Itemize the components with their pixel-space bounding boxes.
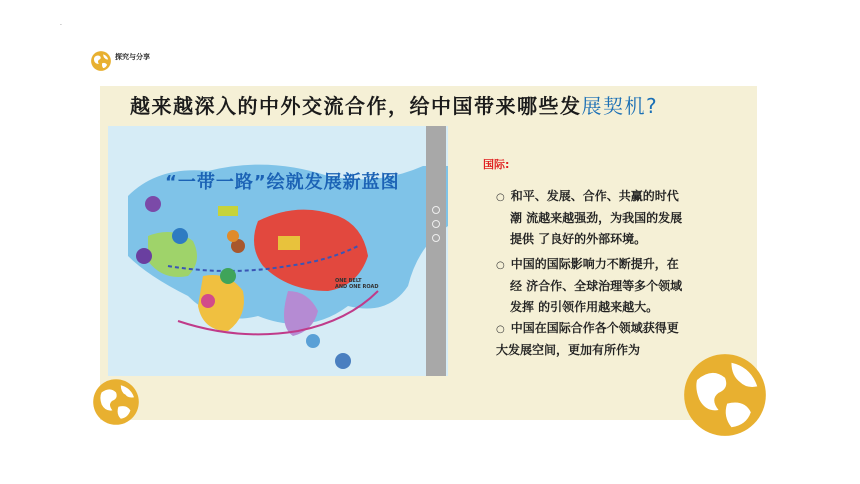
globe-icon [682, 352, 768, 438]
belt-road-map [108, 126, 448, 376]
bullet-line: 提供 了良好的外部环境。 [510, 232, 647, 246]
bullet-line [496, 186, 682, 208]
bullet-marker: ○ [496, 324, 505, 335]
bullet-text: 中国在国际合作各个领域获得更 [510, 321, 679, 335]
bullet-item [496, 186, 682, 250]
map-obor-line-2: AND ONE ROAD [335, 284, 379, 290]
bullet-item [496, 254, 682, 318]
map-obor-label [335, 278, 379, 290]
map-obor-line-1: ONE BELT [335, 278, 362, 284]
globe-icon [90, 50, 112, 72]
map-side-bar [426, 126, 446, 376]
bullet-text: 和平、发展、合作、共赢的时代 [510, 189, 679, 203]
bullet-line: 大发展空间，更加有所作为 [496, 343, 641, 357]
section-label: 探究与分享 [115, 53, 150, 61]
map-illustration [108, 126, 448, 376]
bullet-line: 发挥 的引领作用越来越大。 [510, 300, 659, 314]
bullet-line [496, 254, 682, 276]
bullet-line [496, 318, 679, 340]
international-label: 国际: [483, 158, 510, 171]
title-main: 越来越深入的中外交流合作，给中国带来哪些发 [130, 94, 582, 118]
map-side-dot [432, 220, 440, 228]
bullet-line: 潮 流越来越强劲，为我国的发展 [510, 211, 683, 225]
map-side-dot [432, 206, 440, 214]
map-title: “一带一路”绘就发展新蓝图 [165, 172, 400, 193]
globe-icon [92, 378, 140, 426]
bullet-item [496, 318, 679, 361]
title-accent: 展契机? [581, 94, 659, 118]
bullet-line: 经 济合作、全球治理等多个领域 [510, 279, 683, 293]
page-title [130, 90, 658, 119]
bullet-marker: ○ [496, 192, 505, 203]
bullet-text: 中国的国际影响力不断提升，在 [510, 257, 679, 271]
bullet-marker: ○ [496, 260, 505, 271]
corner-dot: · [60, 22, 62, 29]
map-side-dot [432, 234, 440, 242]
